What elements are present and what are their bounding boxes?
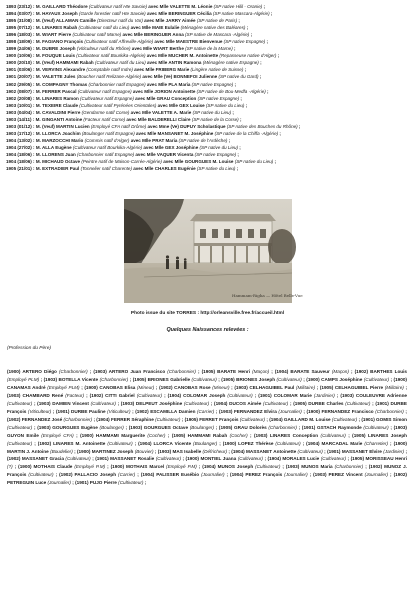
marriage-date: 1895 (31/08) xyxy=(6,18,32,24)
marriage-text: : M. EXTRADIER Paul xyxy=(31,166,81,172)
marriage-text: : M. LINARES Rabah xyxy=(31,25,79,31)
marriage-text: : M. VERVINS Alexandre xyxy=(31,67,87,73)
marriage-date: 1904 (18/06) xyxy=(6,159,32,165)
marriage-entry xyxy=(6,31,388,38)
marriage-entry xyxy=(6,52,388,59)
marriage-note2: (SP native Hilil - Oranie) xyxy=(213,4,263,9)
marriage-end: ; xyxy=(237,18,240,24)
marriage-date: 1902 (20/08) xyxy=(6,95,32,101)
marriage-end: ; xyxy=(243,67,247,73)
marriage-note: (Cultivateur natif Pyrénées Orientales) xyxy=(79,102,157,108)
marriage-entry xyxy=(6,24,388,31)
marriage-note2: (SP native de Paris) xyxy=(196,18,238,24)
marriage-entry xyxy=(6,10,388,17)
marriage-end: ; xyxy=(297,123,301,129)
photo-caption: Photo issue du site TORRES : http://orleansville.free.fr/accueil.html xyxy=(130,311,285,316)
marriage-rest: avec Mlle BERINGUER Anna xyxy=(121,32,186,38)
marriage-entry xyxy=(6,3,388,10)
marriage-note2: (Repasseuse native d'Alger) xyxy=(219,53,277,59)
marriage-end: ; xyxy=(265,39,268,45)
marriage-date: 1895 (07/12) xyxy=(6,25,32,31)
marriage-date: 1901 (03/06) xyxy=(6,67,32,73)
marriage-text: : M. MARZOCCHI Mario xyxy=(31,137,85,143)
hotel-belle-vue-photo xyxy=(124,199,303,303)
marriage-note: (Cultivateur natif du Lieu) xyxy=(94,60,146,66)
marriage-text: : M. (Veuf) MARTIN Lucien xyxy=(31,123,91,129)
marriage-note: (Cultivateur natif Marne) xyxy=(72,32,122,38)
marriage-end: ; xyxy=(239,95,242,101)
marriage-end: ; xyxy=(233,81,236,87)
marriage-text: : M. WIART Pierre xyxy=(31,32,73,38)
marriage-note: (Charbonnier natif Espagne) xyxy=(77,151,135,157)
marriage-note: (Cultivateur natif du Lieu) xyxy=(78,25,130,31)
marriage-note2: (SP native du Lieu) xyxy=(192,109,232,115)
marriage-note: (Cultivateur natif Bourkika-Algérie) xyxy=(76,53,146,59)
marriage-rest: avec Mlle ANTIN Ramona xyxy=(145,60,203,66)
section-title: Quelques Naissances relevées : xyxy=(166,327,249,333)
marriage-note: (Boulanger natif Espagne) xyxy=(81,130,135,136)
marriage-entry xyxy=(6,102,388,109)
marriage-note2: (SP native du Lieu) xyxy=(205,102,245,108)
marriage-note2: (SP native de Bou-Medfa -Algérie) xyxy=(196,88,266,94)
marriage-rest: avec Mlle GEX Louise xyxy=(156,102,206,108)
marriage-text: : M. GINGANTI Antoine xyxy=(31,116,84,122)
marriage-date: 1893 (23/12) xyxy=(6,4,32,9)
marriage-date: 1899 (24/06) xyxy=(6,46,32,52)
marriage-text: : M. FOUQUE Louis xyxy=(31,53,77,59)
marriage-note: (Peintre natif de Maison-Carrée-Algérie) xyxy=(81,159,162,165)
marriage-note2: (SP native du Lieu) xyxy=(199,144,239,150)
marriage-rest: avec Mlle MANSANET M. Joséphine xyxy=(134,130,215,136)
marriage-end: ; xyxy=(278,130,281,136)
marriage-note: (Tonnelier natif Charente) xyxy=(80,166,132,172)
marriage-entry xyxy=(6,151,388,158)
marriage-note2: (Ménagère native Espagne) xyxy=(202,60,259,66)
marriage-entry xyxy=(6,38,388,45)
marriage-text: : M. DUBRE Joseph xyxy=(31,46,77,52)
marriage-note: (Cultivateur natif Affreville-Algérie) xyxy=(84,39,154,45)
marriage-note: (Cultivateur natif Bourkika-Algérie) xyxy=(72,144,143,150)
marriage-rest: avec Mlle GRAU Conception xyxy=(133,95,198,101)
marriage-note: (Commis natif d'Alger) xyxy=(84,137,130,143)
marriage-entry xyxy=(6,17,388,24)
marriage-rest: avec Mlle BALDERELLI Claire xyxy=(125,116,192,122)
marriage-entry xyxy=(6,66,388,73)
marriage-date: 1902 (08/07) xyxy=(6,88,32,94)
profession-note: (Profession du Père) xyxy=(7,346,51,351)
marriage-end: ; xyxy=(236,151,239,157)
marriage-entry xyxy=(6,81,388,88)
marriage-rest: avec Mlle GOURGUES M. Louise xyxy=(161,159,235,165)
marriage-text: : M. HAYAUX Joseph xyxy=(31,11,79,17)
marriage-end: ; xyxy=(238,144,241,150)
marriage-note2: (SP native de l'Ardèche) xyxy=(178,137,228,143)
marriage-date: 1903 (10/01) xyxy=(6,102,32,108)
marriage-date: 1903 (01/12) xyxy=(6,123,32,129)
marriage-text: : M. GAILLARD Théodore xyxy=(31,4,89,9)
marriage-end: ; xyxy=(232,46,236,52)
marriage-end: ; xyxy=(227,137,231,143)
marriage-note2: (SP native du Gard) xyxy=(218,74,259,80)
marriage-date: 1904 (27/02) xyxy=(6,144,32,150)
marriage-end: ; xyxy=(238,116,242,122)
marriage-rest: avec Mlle VAQUER Vicenta xyxy=(134,151,195,157)
postcard-photo xyxy=(124,199,303,303)
marriage-note: (Cultivateur natif Espagne) xyxy=(77,88,132,94)
marriage-entry xyxy=(6,158,388,165)
marriage-end: ; xyxy=(245,25,249,31)
marriage-date: 1900 (10/06) xyxy=(6,53,32,59)
marriage-note: (Garde forestier natif Hte Savoie) xyxy=(78,11,146,17)
marriage-text: : M. LINARES Ramon xyxy=(31,95,81,101)
marriage-text: : M. ALLA Eugène xyxy=(31,144,73,150)
marriage-note: (Gendarme natif Corse) xyxy=(81,109,130,115)
marriage-date: 1896 (18/03) xyxy=(6,32,32,38)
marriage-entry xyxy=(6,116,388,123)
marriage-entry xyxy=(6,123,388,130)
marriage-entry xyxy=(6,59,388,66)
marriage-note: (Directeur natif du Var) xyxy=(97,18,143,24)
marriage-list xyxy=(6,3,388,172)
marriage-note2: (SP native du Lieu) xyxy=(196,166,236,172)
marriage-rest: avec Mlle PRAT Maria xyxy=(129,137,179,143)
marriage-date: 1902 (29/05) xyxy=(6,81,32,87)
marriage-date: 1900 (20/10) xyxy=(6,60,32,66)
marriage-text: : M. MICHAUD Octave xyxy=(31,159,82,165)
marriage-text: : M. TEXEIRE Claude xyxy=(31,102,80,108)
marriage-entry xyxy=(6,88,388,95)
marriage-entry xyxy=(6,95,388,102)
marriage-entry xyxy=(6,130,388,137)
marriage-note2: (SP native de la Chiffa -Algérie) xyxy=(214,130,279,136)
marriage-note: (Facteur natif Corse) xyxy=(83,116,126,122)
marriage-date: 1894 (03/07) xyxy=(6,11,32,17)
marriage-date: 1898 (18/09) xyxy=(6,39,32,45)
marriage-rest: avec Mlle MAESTRE Bienvenue xyxy=(153,39,224,45)
marriage-note: (Boucher natif Relizane-Algérie) xyxy=(76,74,142,80)
marriage-end: ; xyxy=(258,74,262,80)
marriage-text: : M. (Veuf) ALLAMAN Camille xyxy=(31,18,98,24)
marriage-end: ; xyxy=(265,88,269,94)
marriage-text: : M. LLORCA Joachim xyxy=(31,130,82,136)
marriage-text: : M. FERRER Pascal xyxy=(31,88,78,94)
marriage-end: ; xyxy=(258,60,262,66)
marriage-note2: (SP native du Lieu) xyxy=(234,159,274,165)
marriage-rest: avec Mme (Ve) DUPUY Scholastique xyxy=(146,123,227,129)
marriage-date: 1905 (21/01) xyxy=(6,166,32,172)
marriage-entry xyxy=(6,73,388,80)
marriage-note2: (SP native de la Corse) xyxy=(191,116,239,122)
marriage-text: : M. (Veuf) HAMMAMI Rabah xyxy=(31,60,95,66)
postcard-caption: Hammam-Righa — Hôtel Belle-Vue xyxy=(232,293,303,298)
marriage-rest: avec Mlle JARRY Aimée xyxy=(142,18,197,24)
marriage-end: ; xyxy=(262,4,266,9)
marriage-note: (Employé CFA natif Drôme) xyxy=(90,123,147,129)
marriage-rest: avec Mlle VALETTE A. Marie xyxy=(129,109,193,115)
marriage-entry xyxy=(6,45,388,52)
marriage-note2: (SP native Espagne) xyxy=(191,81,234,87)
marriage-text: : M. COMPAGNY Thomas xyxy=(31,81,89,87)
marriage-date: 1903 (17/12) xyxy=(6,130,32,136)
marriage-note2: (SP native Espagne) xyxy=(197,95,240,101)
births-list: (1900) ARTERO Diégo (Charbonnier) ; (1903) ARTERO Juan Francisco (Charbonnier) ; (1905) BARATE Henri (Maçon) ; (1904) BARATE Sauveur (Maçon) ; (1902) BARTHES Louis (Employé PLM) ; (1903) BOTELLA Vicente (Charbonnier) ; (1905) BRIONES Gabrielle (Cultivateur) ; (1905) BRIONES Joseph (Cultivateur) ; (1900) CAMPS Joséphine (Cultivateur) ; (1900) CANAMAS André (Employé PLM) ; (1900) CANOBAS Elisa (Mineur) ; (1902) CANOBAS Rose (Mineur) ; (1903) CELHAGUIBEL Paul (Militaire) ; (1905) CELHAGUIBEL Pierre (Militaire) ; (1903) CHAMBARD René (Facteur) ; (1902) CITTI Gabriel (Cultivateur) ; (1904) COLOMAR Joseph (Cultivateur) ; (1901) COLOMAR Marie (Jardinier) ; (1903) COULEUVRE Adrienne (Cultivateur) ; (1903) DAMIEN Vincent (Cultivateur) ; (1903) DELPEUT Joséphine (Cultivateur) ; (1904) DUCOS Aimée (Cultivateur) ; (1905) DURBE Charles (Cultivateur) ; (1901) DURBE François (Viticulteur) ; (1901) DURBE Pauline (Viticulteur) ; (1902) ESCAMILLA Damien (Carrier) ; (1903) FERNANDEZ Elvira (Journalier) ; (1900) FERNANDEZ Francisco (Charbonnier) ; (1902) FERNANDEZ José (Charbonnier) ; (1904) FERRER Séraphine (Cultivateur) ; (1905) FERRET François (Cultivateur) ; (1904) GAILLARD M. Louise (Cultivateur) ; (1901) GOMIS Simon (Cultivateur) ; (1903) GOURGUES Eugène (Boulanger) ; (1903) GOURGUES Octave (Boulanger) ; (1905) GRAU Dolorès (Charbonnier) ; (1901) GSTACH Raymonde (Cultivateur) ; (1903) GUYON Emile (Employé CFA) ; (1900) HAMMAMI Marguerite (Cocher) ; (1905) HAMMAMI Rabah (Cocher) ; (1903) LINARES Conception (Cultivateur) ; (1905) LINARES Joseph (Cultivateur) ; (1902) LINARES M. Antoinette (Cultivateur) ; (1904) LLORCA Vicente (Boulanger) ; (1900) LOPEZ Thérèse (Cultivateur) ; (1904) MARCADAL Marie (Charretier) ; (1900) MARTIN J. Antoine (Boudelier) ; (1900) MARTINEZ Joseph (Bouvier) ; (1903) MAS Isabelle (Défricheur) ; (1904) MASSANET Antoinette (Cultivateur) ; (1901) MASSANET Elvire (Jardinier) ; (1902) MASSANET Gracia (Cultivateur) ; (1901) MASSANET Rosalie (Cultivateur) ; (1900) MONTIEL Juana (Cultivateur) ; (1904) MORALES Lucie (Cultivateur) ; (1905) MORISSEAU Henri (?) ; (1900) MOTHAIS Claude (Employé P.M) ; (1900) MOTHAIS Marcel (Employé P.M) ; (1904) MUNOS Joseph (Cultivateur) ; (1903) MUNOS Maria (Charbonnier) ; (1902) MUNOZ J. François (Cultivateur) ; (1902) PALLACIO Joseph (Carrier) ; (1904) PALISSER Eusébio (Journalier) ; (1904) PEREZ François (Journalier) ; (1903) PEREZ Vincent (Journalier) ; (1902) PETREGUIN Luce (Journalier) ; (1901) PUJO Pierre (Cultivateur) ; xyxy=(7,369,408,486)
marriage-end: ; xyxy=(273,159,277,165)
marriage-rest: avec Mlle WIART Berthe xyxy=(130,46,186,52)
marriage-note2: (Lingère native de Suisse) xyxy=(190,67,244,73)
marriage-note2: (SP native des Bouches du Rhône) xyxy=(226,123,298,129)
marriage-entry xyxy=(6,144,388,151)
marriage-end: ; xyxy=(244,102,248,108)
marriage-entry xyxy=(6,165,388,172)
marriage-date: 1901 (20/07) xyxy=(6,74,32,80)
marriage-note: (Viticulteur natif du Rhône) xyxy=(76,46,131,52)
marriage-end: ; xyxy=(276,53,280,59)
marriage-note2: (SP native Mascara-Algérie) xyxy=(212,11,270,17)
marriage-end: ; xyxy=(249,32,253,38)
marriage-note2: (SP native Espagne) xyxy=(223,39,266,45)
marriage-entry xyxy=(6,137,388,144)
marriage-note: (Comptable natif Indre) xyxy=(86,67,133,73)
marriage-end: ; xyxy=(269,11,273,17)
marriage-date: 1904 (13/02) xyxy=(6,137,32,143)
marriage-date: 1904 (18/06) xyxy=(6,151,32,157)
marriage-rest: avec Mlle JORION Antoinette xyxy=(131,88,197,94)
marriage-text: : M. LLORENS Juan xyxy=(31,151,78,157)
marriage-rest: avec Mlle MAIE Eulalie xyxy=(129,25,181,31)
marriage-note: (Cultivateur natif Hte Savoie) xyxy=(88,4,148,9)
marriage-note2: (Ménagère native des Baléares) xyxy=(180,25,246,31)
marriage-note2: (SP native de la Marne) xyxy=(185,46,233,52)
marriage-end: ; xyxy=(235,166,239,172)
marriage-rest: avec Mlle MUCHER M. Antoinette xyxy=(145,53,220,59)
marriage-rest: avec Mlle BERINGUER Cécilia xyxy=(145,11,213,17)
marriage-rest: avec Mlle (Ve) BONNEFOI Julienne xyxy=(141,74,219,80)
marriage-rest: avec Mlle FRIBERG Marie xyxy=(132,67,191,73)
marriage-note: (Charbonnier natif Espagne) xyxy=(88,81,146,87)
marriage-rest: avec Mlle CHARLES Eugénie xyxy=(131,166,197,172)
marriage-date: 1903 (14/11) xyxy=(6,116,32,122)
marriage-note: (Cultivateur natif Espagne) xyxy=(80,95,134,101)
marriage-rest: avec Mlle VALETTE M. Léonie xyxy=(147,4,214,9)
marriage-text: : M. VALETTE Jules xyxy=(31,74,77,80)
marriage-rest: avec Mlle PLA Maria xyxy=(145,81,192,87)
marriage-text: : M. CAVALDINI Pierre xyxy=(31,109,82,115)
marriage-end: ; xyxy=(231,109,234,115)
marriage-note2: (SP native Espagne) xyxy=(194,151,237,157)
marriage-rest: avec Mlle GEX Joséphine xyxy=(142,144,200,150)
marriage-entry xyxy=(6,109,388,116)
marriage-text: : M. FAGIANO François xyxy=(31,39,85,45)
marriage-date: 1903 (04/04) xyxy=(6,109,32,115)
marriage-note2: (SP native de Mascara -Algérie) xyxy=(185,32,250,38)
